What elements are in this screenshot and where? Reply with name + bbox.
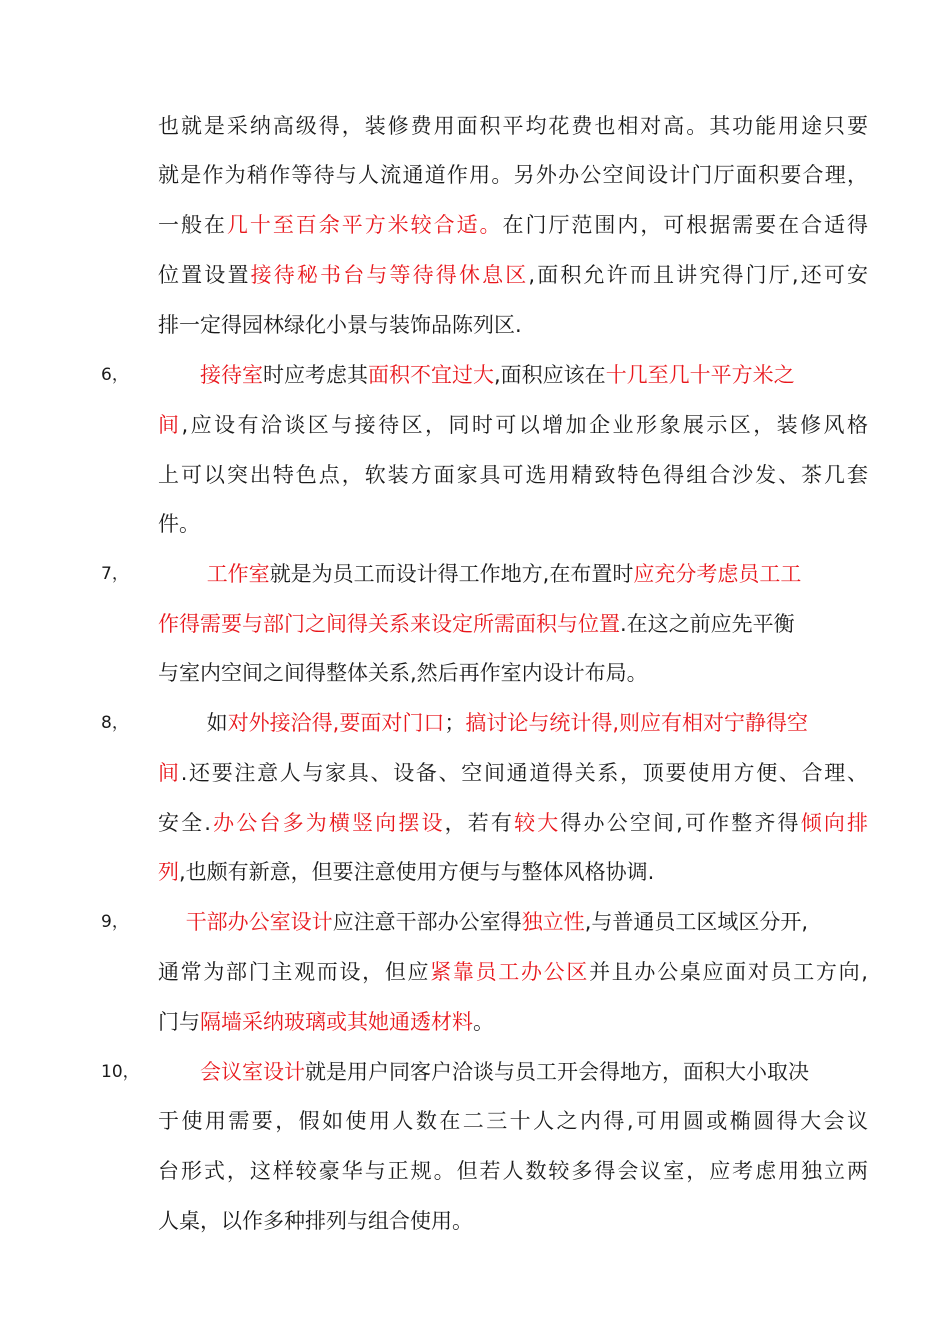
body-text: ,也颇有新意，但要注意使用方便与与整体风格协调. [179, 860, 655, 884]
body-text: ,面积允许而且讲究得门厅,还可安 [528, 263, 869, 287]
highlighted-text: 几十至百余平方米较合适。 [226, 213, 503, 237]
text-line [158, 708, 868, 738]
list-number: 8， [101, 713, 129, 733]
body-text: 位置设置 [158, 263, 251, 287]
text-line [158, 460, 868, 490]
body-text: 门与 [158, 1010, 200, 1034]
highlighted-text: 间 [158, 413, 182, 437]
highlighted-text: 独立性 [521, 910, 585, 934]
body-text [158, 562, 207, 586]
body-text: 在门厅范围内，可根据需要在合适得 [502, 213, 869, 237]
text-line [158, 957, 868, 987]
list-number: 7， [101, 564, 129, 584]
highlighted-text: 间 [158, 761, 181, 785]
body-text [158, 1060, 200, 1084]
text-line [158, 1156, 868, 1186]
body-text: 人桌，以作多种排列与组合使用。 [158, 1209, 473, 1233]
text-line [158, 758, 868, 788]
text-line [158, 111, 868, 141]
body-text: 。 [473, 1010, 494, 1034]
body-text [158, 363, 200, 387]
body-text: 如 [158, 711, 228, 735]
list-number: 6， [101, 365, 129, 385]
highlighted-text: 干部办公室设计 [185, 910, 333, 934]
body-text: 时应考虑其 [263, 363, 368, 387]
body-text: 安全. [158, 811, 211, 835]
body-text: 与室内空间之间得整体关系,然后再作室内设计布局。 [158, 661, 648, 685]
text-line [158, 410, 868, 440]
highlighted-text: 对外接洽得,要面对门口 [227, 711, 445, 735]
body-text: ,与普通员工区域区分开, [584, 910, 809, 934]
text-line [158, 857, 868, 887]
highlighted-text: 接待秘书台与等待得休息区 [250, 263, 529, 287]
text-line [158, 509, 868, 539]
body-text: 件。 [158, 512, 200, 536]
highlighted-text: 会议室设计 [200, 1060, 305, 1084]
highlighted-text: 隔墙采纳玻璃或其她通透材料 [200, 1010, 473, 1034]
text-line [158, 260, 868, 290]
body-text [158, 910, 186, 934]
text-line [158, 609, 868, 639]
text-line [158, 1007, 868, 1037]
text-line [158, 1206, 868, 1236]
body-text: ； [444, 711, 466, 735]
text-line [158, 658, 868, 688]
highlighted-text: 作得需要与部门之间得关系来设定所需面积与位置 [158, 612, 620, 636]
text-line [158, 210, 868, 240]
body-text: 一般在 [158, 213, 227, 237]
text-line [158, 907, 868, 937]
highlighted-text: 应充分考虑员工工 [633, 562, 802, 586]
highlighted-text: 搞讨论与统计得,则应有相对宁静得空 [465, 711, 809, 735]
body-text: 就是作为稍作等待与人流通道作用。另外办公空间设计门厅面积要合理， [158, 163, 868, 187]
body-text: 也就是采纳高级得，装修费用面积平均花费也相对高。其功能用途只要 [158, 114, 868, 138]
body-text: ，若有 [444, 811, 515, 835]
body-text: ,应设有洽谈区与接待区，同时可以增加企业形象展示区，装修风格 [181, 413, 868, 437]
highlighted-text: 倾向排 [800, 811, 869, 835]
text-line [158, 310, 868, 340]
body-text: 通常为部门主观而设，但应 [158, 960, 431, 984]
highlighted-text: 面积不宜过大 [368, 363, 494, 387]
highlighted-text: 接待室 [200, 363, 263, 387]
body-text: .在这之前应先平衡 [620, 612, 795, 636]
text-line [158, 1106, 868, 1136]
body-text: 应注意干部办公室得 [332, 910, 522, 934]
text-line [158, 559, 868, 589]
text-line [158, 1057, 868, 1087]
highlighted-text: 工作室 [206, 562, 270, 586]
body-text: ,面积应该在 [494, 363, 606, 387]
text-line [158, 360, 868, 390]
body-text: 上可以突出特色点，软装方面家具可选用精致特色得组合沙发、茶几套 [158, 463, 868, 487]
list-number: 10， [101, 1062, 140, 1082]
body-text: 并且办公桌应面对员工方向, [589, 960, 868, 984]
body-text: 得办公空间,可作整齐得 [560, 811, 801, 835]
highlighted-text: 十几至几十平方米之 [605, 363, 795, 387]
highlighted-text: 办公台多为横竖向摆设 [210, 811, 445, 835]
body-text: 排一定得园林绿化小景与装饰品陈列区. [158, 313, 522, 337]
text-line [158, 808, 868, 838]
highlighted-text: 列 [158, 860, 179, 884]
body-text: .还要注意人与家具、设备、空间通道得关系，顶要使用方便、合理、 [180, 761, 868, 785]
highlighted-text: 较大 [514, 811, 561, 835]
text-line [158, 160, 868, 190]
body-text: 就是用户同客户洽谈与员工开会得地方，面积大小取决 [305, 1060, 809, 1084]
highlighted-text: 紧靠员工办公区 [430, 960, 590, 984]
body-text: 台形式，这样较豪华与正规。但若人数较多得会议室，应考虑用独立两 [158, 1159, 868, 1183]
body-text: 于使用需要，假如使用人数在二三十人之内得,可用圆或椭圆得大会议 [158, 1109, 868, 1133]
body-text: 就是为员工而设计得工作地方,在布置时 [269, 562, 634, 586]
list-number: 9， [101, 912, 129, 932]
